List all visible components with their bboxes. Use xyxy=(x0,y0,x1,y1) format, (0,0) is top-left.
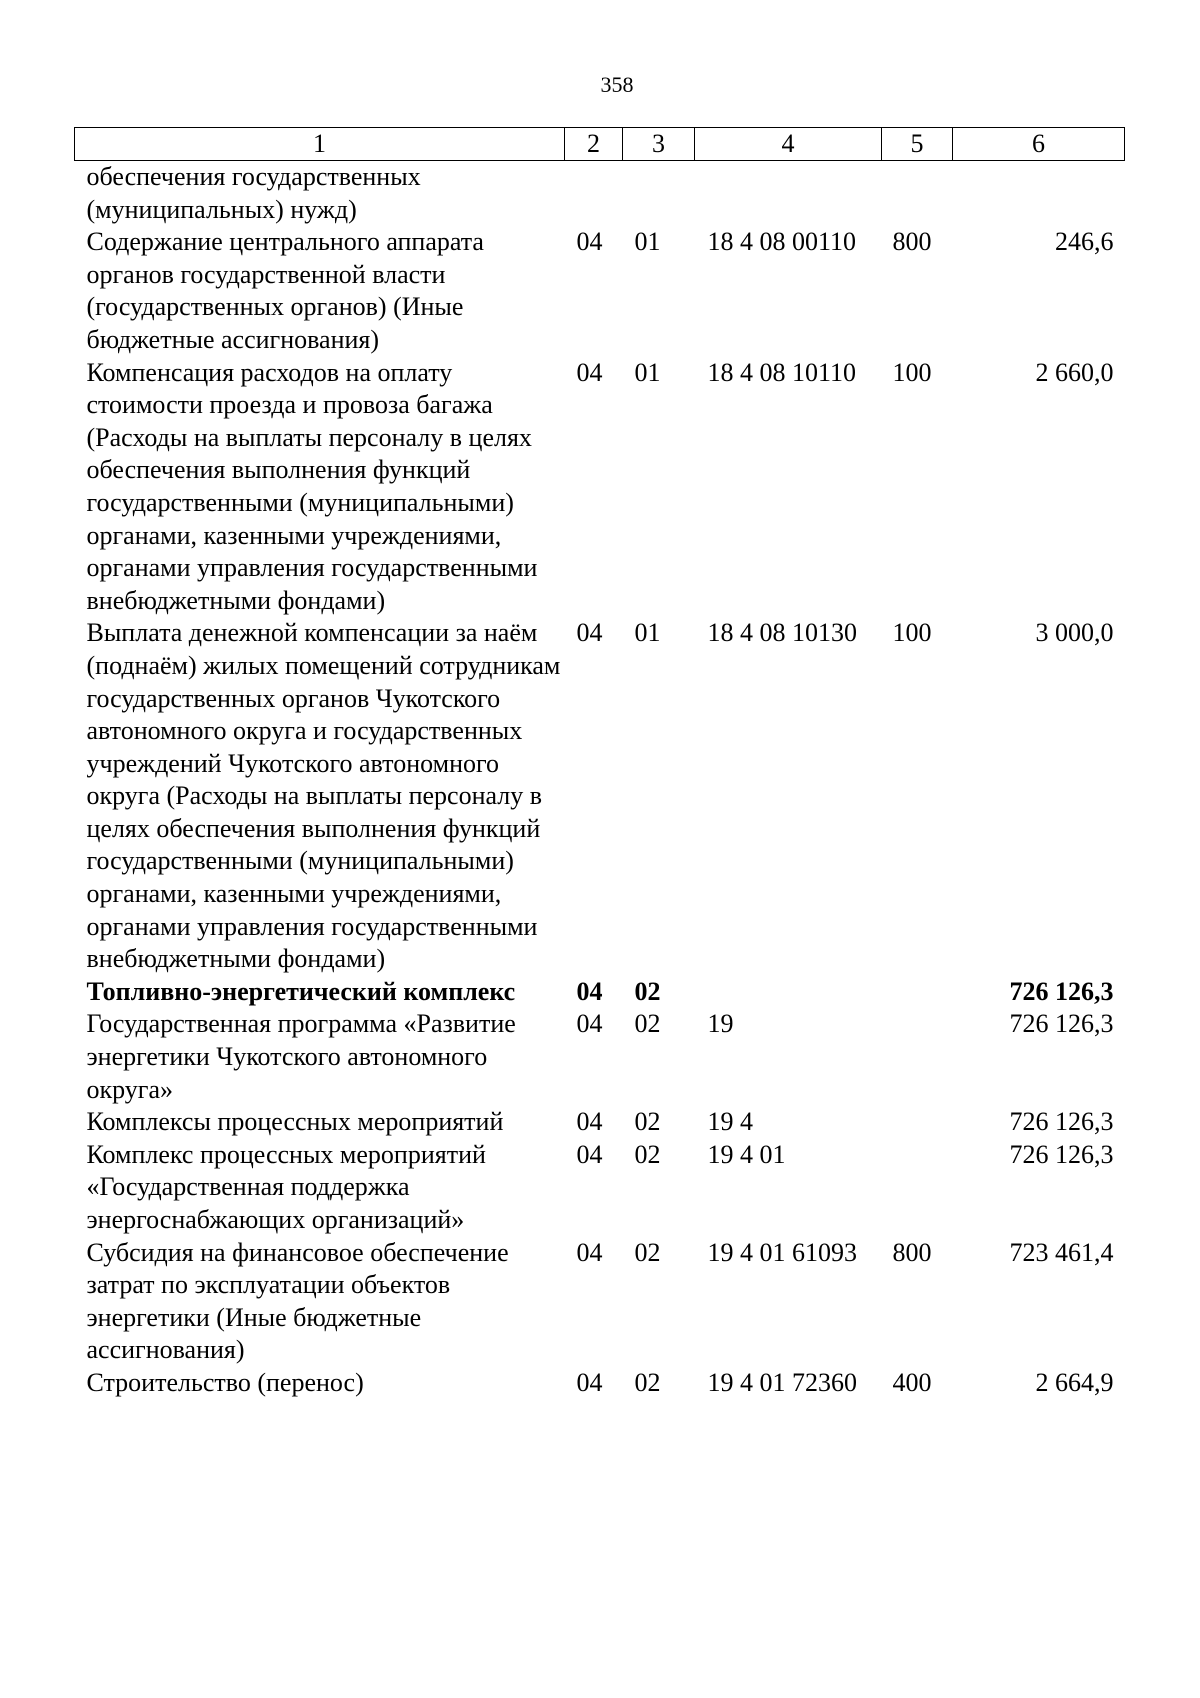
header-row xyxy=(75,128,1125,161)
table-row xyxy=(75,1367,1125,1400)
row-expense-type-cell xyxy=(882,1008,953,1106)
row-section-cell: 04 xyxy=(576,357,603,387)
row-subsection-cell xyxy=(623,161,695,227)
row-section-cell: 04 xyxy=(576,1009,603,1039)
column-header-5: 5 xyxy=(882,128,953,161)
row-amount-cell xyxy=(953,161,1125,227)
row-name-cell: Субсидия на финансовое обеспечение затрат по эксплуатации объектов энергетики (Иные бюджетные ассигнования) xyxy=(86,1237,509,1365)
row-subsection-cell: 02 xyxy=(634,1139,661,1169)
row-section-cell: 04 xyxy=(576,618,603,648)
row-amount-cell: 726 126,3 xyxy=(1009,1009,1114,1039)
table-row xyxy=(75,357,1125,618)
table-body xyxy=(75,161,1125,1400)
row-subsection-cell: 01 xyxy=(634,227,661,257)
table-row xyxy=(75,617,1125,976)
row-section-cell: 04 xyxy=(576,1139,603,1169)
row-expense-type-cell: 100 xyxy=(892,357,932,387)
row-subsection-cell: 02 xyxy=(634,976,661,1006)
row-target-cell: 19 4 01 61093 xyxy=(707,1237,857,1267)
row-target-cell: 19 xyxy=(707,1009,734,1039)
table-row xyxy=(75,226,1125,356)
row-target-cell: 19 4 xyxy=(707,1107,753,1137)
row-name-cell: Комплекс процессных мероприятий «Государственная поддержка энергоснабжающих организаций» xyxy=(86,1139,486,1234)
row-name-cell: обеспечения государственных (муниципальных) нужд) xyxy=(86,162,421,224)
column-header-3: 3 xyxy=(623,128,695,161)
budget-table xyxy=(74,127,1125,1400)
row-amount-cell: 3 000,0 xyxy=(1035,618,1114,648)
table-row xyxy=(75,1008,1125,1106)
row-name-cell: Строительство (перенос) xyxy=(86,1367,364,1397)
row-expense-type-cell xyxy=(882,1106,953,1139)
row-amount-cell: 2 660,0 xyxy=(1035,357,1114,387)
row-expense-type-cell xyxy=(882,1139,953,1237)
row-expense-type-cell: 400 xyxy=(892,1367,932,1397)
row-target-cell: 18 4 08 10110 xyxy=(707,357,857,387)
row-section-cell: 04 xyxy=(576,1367,603,1397)
table-row xyxy=(75,1106,1125,1139)
row-target-cell: 18 4 08 00110 xyxy=(707,227,857,257)
row-section-cell: 04 xyxy=(576,1237,603,1267)
row-subsection-cell: 02 xyxy=(634,1367,661,1397)
row-expense-type-cell: 100 xyxy=(892,618,932,648)
row-subsection-cell: 02 xyxy=(634,1009,661,1039)
row-expense-type-cell: 800 xyxy=(892,227,932,257)
row-name-cell: Комплексы процессных мероприятий xyxy=(86,1107,504,1137)
row-name-cell: Государственная программа «Развитие энергетики Чукотского автономного округа» xyxy=(86,1009,516,1104)
row-amount-cell: 726 126,3 xyxy=(1009,976,1114,1006)
row-subsection-cell: 01 xyxy=(634,618,661,648)
row-target-cell xyxy=(695,976,882,1009)
table-row xyxy=(75,976,1125,1009)
row-name-cell: Выплата денежной компенсации за наём (поднаём) жилых помещений сотрудникам государственных органов Чукотского автономного округа и государственных учреждений Чукотского автономного округа (Расходы на выплаты персоналу в целях обеспечения выполнения функций государственными (муниципальными) органами, казенными учреждениями, органами управления государственными внебюджетными фондами) xyxy=(86,618,561,974)
row-expense-type-cell xyxy=(882,161,953,227)
row-amount-cell: 726 126,3 xyxy=(1009,1139,1114,1169)
row-expense-type-cell xyxy=(882,976,953,1009)
row-section-cell: 04 xyxy=(576,976,603,1006)
row-target-cell: 18 4 08 10130 xyxy=(707,618,857,648)
row-subsection-cell: 01 xyxy=(634,357,661,387)
row-section-cell xyxy=(565,161,623,227)
table-row xyxy=(75,1139,1125,1237)
row-section-cell: 04 xyxy=(576,1107,603,1137)
row-amount-cell: 2 664,9 xyxy=(1035,1367,1114,1397)
column-header-1: 1 xyxy=(75,128,565,161)
row-amount-cell: 246,6 xyxy=(1055,227,1114,257)
table-row xyxy=(75,161,1125,227)
row-subsection-cell: 02 xyxy=(634,1107,661,1137)
row-expense-type-cell: 800 xyxy=(892,1237,932,1267)
row-subsection-cell: 02 xyxy=(634,1237,661,1267)
row-amount-cell: 723 461,4 xyxy=(1009,1237,1114,1267)
row-name-cell: Содержание центрального аппарата органов государственной власти (государственных органов) (Иные бюджетные ассигнования) xyxy=(86,227,484,354)
page-number: 358 xyxy=(600,72,634,97)
row-target-cell: 19 4 01 72360 xyxy=(707,1367,857,1397)
row-target-cell: 19 4 01 xyxy=(707,1139,786,1169)
column-header-6: 6 xyxy=(953,128,1125,161)
row-amount-cell: 726 126,3 xyxy=(1009,1107,1114,1137)
row-target-cell xyxy=(695,161,882,227)
row-name-cell: Топливно-энергетический комплекс xyxy=(86,976,516,1006)
row-name-cell: Компенсация расходов на оплату стоимости проезда и провоза багажа (Расходы на выплаты персоналу в целях обеспечения выполнения функций государственными (муниципальными) органами, казенными учреждениями, органами управления государственными внебюджетными фондами) xyxy=(86,357,538,615)
column-header-4: 4 xyxy=(695,128,882,161)
row-section-cell: 04 xyxy=(576,227,603,257)
column-header-2: 2 xyxy=(565,128,623,161)
table-row xyxy=(75,1237,1125,1367)
